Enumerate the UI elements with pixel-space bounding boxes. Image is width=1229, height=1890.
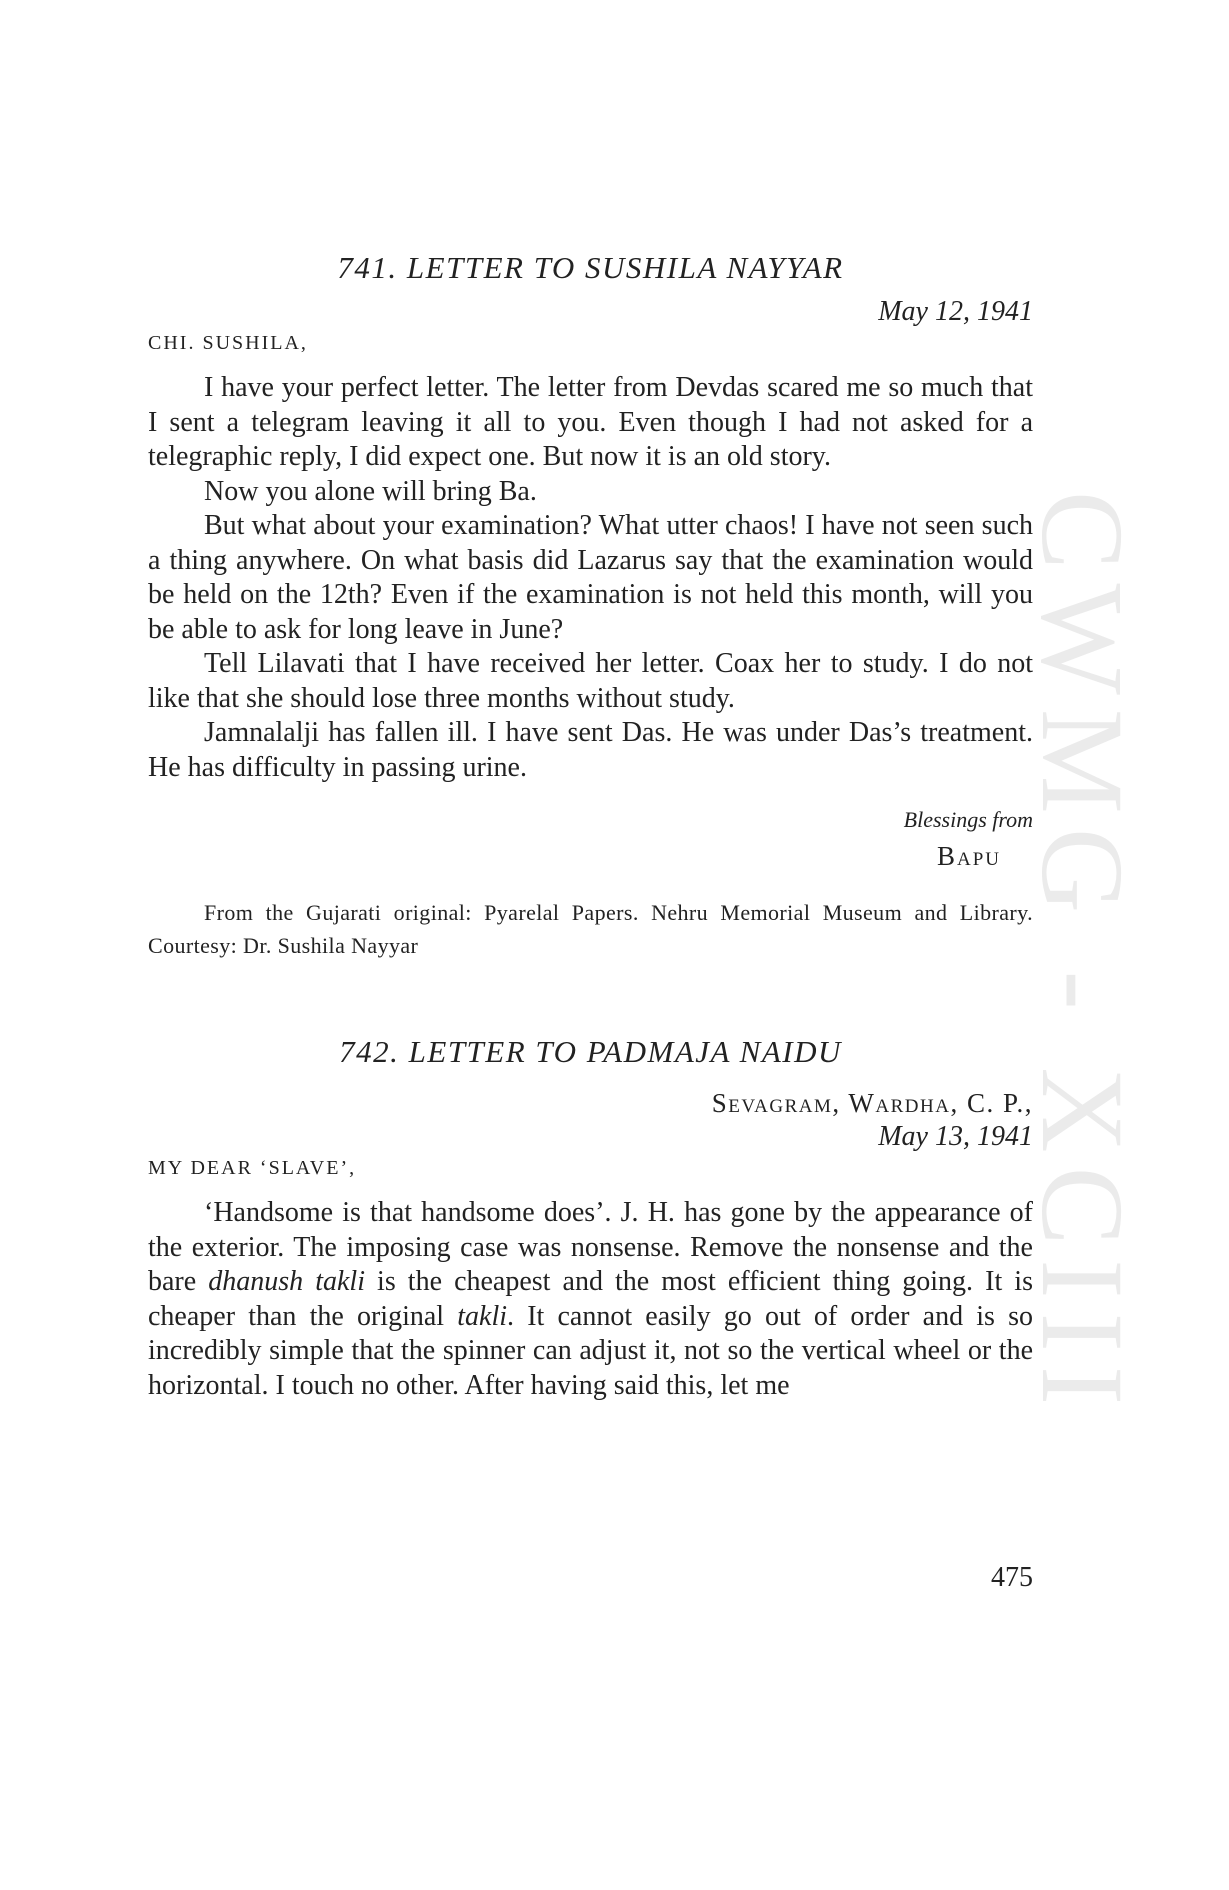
page-number: 475 bbox=[991, 1562, 1033, 1593]
document-page bbox=[148, 250, 1033, 1403]
text-run: is the cheapest and the most efficient thing going. It is cheaper than the original bbox=[148, 1266, 1033, 1332]
letter-742 bbox=[148, 1034, 1033, 1403]
italic-term: dhanush takli bbox=[208, 1266, 365, 1297]
text-run: ‘Handsome is that handsome does’. J. H. has gone by the appearance of the exterior. The imposing case was nonsense. Remove the nonsense and the bare bbox=[148, 1197, 1033, 1297]
paragraph: But what about your examination? What utter chaos! I have not seen such a thing anywhere. On what basis did Lazarus say that the examination would be held on the 12th? Even if the examination is not held this month, will you be able to ask for long leave in June? bbox=[148, 510, 1033, 645]
salutation: CHI. SUSHILA, bbox=[148, 332, 308, 354]
paragraph: Jamnalalji has fallen ill. I have sent Das. He was under Das’s treatment. He has difficulty in passing urine. bbox=[148, 717, 1033, 783]
signature: Bapu bbox=[936, 841, 1001, 871]
source-note: From the Gujarati original: Pyarelal Papers. Nehru Memorial Museum and Library. Courtesy: Dr. Sushila Nayyar bbox=[148, 900, 1033, 958]
paragraph: Now you alone will bring Ba. bbox=[204, 475, 537, 507]
paragraph: I have your perfect letter. The letter from Devdas scared me so much that I sent a telegram leaving it all to you. Even though I had not asked for a telegraphic reply, I did expect one. But now it is an old story. bbox=[148, 372, 1033, 472]
signoff bbox=[148, 807, 1033, 872]
text-run: . It cannot easily go out of order and is so incredibly simple that the spinner can adjust it, not so the vertical wheel or the horizontal. I touch no other. After having said this, let me bbox=[148, 1300, 1033, 1401]
letter-741 bbox=[148, 250, 1033, 962]
watermark-text: CWMG - XCIII bbox=[1017, 490, 1149, 1420]
letter-body bbox=[148, 1196, 1033, 1403]
letter-place: Sevagram, Wardha, C. P., bbox=[711, 1088, 1033, 1118]
closing-line: Blessings from bbox=[903, 807, 1033, 832]
letter-body bbox=[148, 371, 1033, 785]
paragraph bbox=[148, 1196, 1033, 1403]
letter-date: May 12, 1941 bbox=[878, 296, 1033, 327]
salutation: MY DEAR ‘SLAVE’, bbox=[148, 1157, 357, 1179]
italic-term: takli bbox=[457, 1300, 508, 1332]
paragraph: Tell Lilavati that I have received her letter. Coax her to study. I do not like that she should lose three months without study. bbox=[148, 648, 1033, 714]
letter-title: 741. LETTER TO SUSHILA NAYYAR bbox=[337, 250, 844, 285]
letter-date: May 13, 1941 bbox=[878, 1121, 1033, 1152]
letter-title: 742. LETTER TO PADMAJA NAIDU bbox=[339, 1034, 842, 1069]
